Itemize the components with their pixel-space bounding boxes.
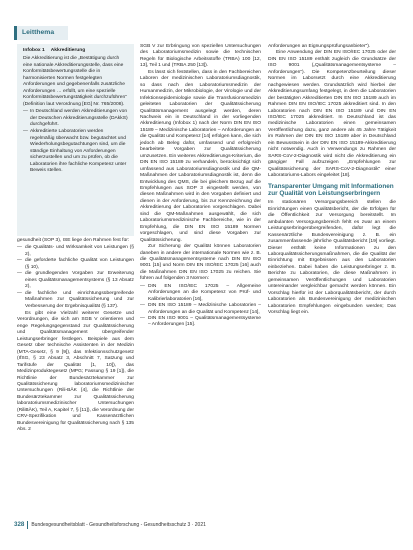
infobox-list-item: — In Deutschland werden Akkreditierungen von der Deutschen Akkreditierungsstelle (DAkkS) durchgeführt.: [23, 109, 128, 128]
column-2: [140, 44, 261, 330]
infobox-heading: Akkreditierung: [50, 48, 86, 53]
paragraph: Es gibt eine Vielzahl weiterer Gesetze und Verordnungen, die sich am SGB V orientieren und enge Regelungsgegenstand zur Qualitätssicherung und Qualitätsmanagement übergreifender Leistungserbringer festlegen. Beispiele aus dem Gesetz über technische Assistenten in der Medizin (MTA-Gesetz, § 9 [9]), das Infektionsschutzgesetz (IfSG, § 23 Absatz 3, Abschnitt 7, Satzung und Tarifstufe der Qualität [1, 10]), das Medizinproduktegesetz (MPG; Fassung § 19 [1]), die Richtlinie der Bundesärztekammer zur Qualitätssicherung laboratoriumsmedizinischer Untersuchungen (Rili-BÄK [4], die Richtlinie der Bundesärztekammer zur Qualitätssicherung laboratoriumsmedizinischer Untersuchungen (RiliBÄK), Teil A, Kapitel 7, § [11]), die Verordnung der CRV-Spezifikation und Kassenärztlichen Bundesvereinigung für Qualitätssicherung nach § 135 Abs. 2: [17, 310, 134, 433]
paragraph: Eine Anwendung der DIN EN ISO/IEC 17025 oder der DIN EN ISO 15189 enthält zugleich die Grundsätze der ISO 9001 („Qualitätsmanagementsysteme – Anforderungen“). Die Kompetenzbeurteilung dieser Normen im Laborsetzt durch eine Akkreditierung nachgewiesen werden. Grundsätzlich wird hierbei der Akkreditierungsumfang festgelegt, in dem die Laboratorien der bestätigten Akkreditierten DIN EN ISO 15189 auch im Rahmen DIN EN ISO/IEC 17025 akkreditiert sind. In den Laboratorien nach DIN EN ISO 15189 und DIN EN ISO/IEC 17025 akkreditiert. In Deutschland ist das medizinische Laboratorien einen gemeinsamen Veröffentlichung dazu, ganz andere als 45 Jahre Tätigkeit im Rahmen der DIN EN ISO 15189 aber in Deutschland ein Bewusstsein in der DIN EN ISO 15189-Akkreditierung nicht notwendig. Auch in Verwendungs zu Rahmen der SARS-CoV-2-Diagnostik wird nicht die Akkreditierung ein gängiger Fall aufzuzeigen „Empfehlungen zur Qualitätssicherung der SARS-CoV-2-Diagnostik“ einer Laboratoriums-Labors eingeleitet [18].: [268, 50, 396, 179]
bullet-item: — die grundlegenden Vorgaben zur Erweiterung eines Qualitätsmanagementsystems (§ 13 Absatz 2),: [17, 271, 134, 290]
bullet-item: — die geforderte fachliche Qualität von Leistungen (§ 10),: [17, 258, 134, 271]
column-3: [268, 44, 396, 316]
bullet-item: — DIN EN ISO 15189 – Medizinische Laboratorien – Anforderungen an die Qualität und Kompetenz [14],: [140, 303, 261, 316]
infobox-body: Die Akkreditierung ist die „Bestätigung durch eine nationale Akkreditierungsstelle, dass eine Konformitätsbewertungsstelle die in harmonisierten Normen festgelegten Anforderungen und gegebenenfalls zusätzliche Anforderungen … erfüllt, um eine spezielle Konformitätsbewertungstätigkeit durchzuführen“ (Definition laut Verordnung [EG] Nr. 765/2008).: [23, 56, 127, 107]
section-heading: Transparenter Umgang mit Informationen zur Qualität von Leistungserbringern: [268, 182, 394, 197]
page-footer: [14, 519, 399, 531]
paragraph: Zur Sicherung der Qualität können Laboratorien daneben in andere der internationale Normen wie z. B. die Qualitätsmanagementsysteme nach DIN EN ISO 9001 [15] und Norm DIN EN ISO/IEC 17025 [16] auch die Maßnahmen DIN EN ISO 17025 zu reichen. Sie führen auf folgenden 3 Normen:: [140, 244, 261, 282]
paragraph: SGB V zur Erbringung von speziellen Untersuchungen des Laboratoriumsmedizin sowie die technischen Regeln für Biologische Arbeitsstoffe (TRBA) 100 [12, 13], Teil 1 und (TRBA 250 [13]).: [140, 44, 261, 69]
bullet-item: — die fachliche und einrichtungsübergreifende Maßnahmen zur Qualitätssicherung und zur Verbesserung der Ergebnisqualität (§ 137).: [17, 291, 134, 310]
infobox-list: [23, 109, 128, 175]
infobox-list-item: — Akkreditierte Laboratorien werden regelmäßig überwacht bzw. begutachtet und Wiederholungsbegutachtungen sind, um die ständige Einhaltung von Anforderungen sicherzustellen und um zu prüfen, ob die Laboratorien ihre fachliche Kompetenz unter Beweis stellen.: [23, 129, 128, 174]
bullet-list: [140, 284, 261, 329]
paragraph: Es lässt sich feststellen, dass in den Fachbereichen Laboren der medizinischen Laboratoriumsdiagnostik, so dass nach den Laboratoriumsmedizin der Humanmedizin, der Mikrobiologie, der Virologie und der Infektionsepidemiologie sowie die Transfusionsmedizin geleiteten Laboratorien der Qualitätssicherung Qualitätsmanagement ausgelegt werden, deren Nachweis ein in Deutschland in der vorliegenden Akkreditierung (Infobox 1) nach der Norm DIN EN ISO 15189 – Medizinische Laboratorien – Anforderungen an die Qualität und Kompetenz [14] erfolgen kann, die sich jedoch ab Beleg dafür, umfassend und erfolgreich bearbeitete Vorgaben zur Qualitätssicherung umzusetzen. Ein weiteres Akkreditierungs-Kriterium, die DIN EN ISO 15189 zu verhandeln, berücksichtigt sich umfassend aus Laboratoriumsdiagnostik und die QM-Maßnahmen der Laboratoriumsdiagnostik ist, denn die Entwicklung des QMS, die bei gleichem Bezug auf die Empfehlungen aus SOP 3 eingestellt werden, von diesen Maßnahmen wird in den Vorgaben definiert und dienen in der Anforderung, bis zur Kennzeichnung der Akkreditierung der Laboratorien vorgeschlagen. Dabei sind die QM-Maßnahmen ausgewählt, die sich Laboratoriumsmedizinische Fachbereiche, wie in der Empfehlung, die DIN EN ISO 15189 Normen vorgeschlagen, und sind diese Vorgaben zur Qualitätssicherung.: [140, 69, 261, 243]
bullet-item: — die Qualitäts- und Wirksamkeit von Leistungen (§ 2),: [17, 245, 134, 258]
paragraph: gesundheit (SOP 3), ISE liege den Rahmen fest für:: [17, 238, 130, 243]
infobox: [17, 44, 134, 236]
column-1: [17, 238, 134, 434]
infobox-title: [23, 48, 128, 54]
bullet-list: [17, 245, 134, 310]
section-label: Leitthema: [14, 26, 68, 40]
footer-divider: [27, 521, 28, 529]
bullet-item: — DIN EN ISO/IEC 17025 – Allgemeine Anforderungen an die Kompetenz von Prüf- und Kalibrierlaboratorien [16],: [140, 284, 261, 303]
infobox-number: Infobox 1: [23, 48, 45, 53]
journal-citation: Bundesgesundheitsblatt - Gesundheitsforschung - Gesundheitsschutz 3 · 2021: [31, 522, 206, 528]
paragraph: Anforderungen an Eignungsprüfungsanbieter“).: [268, 44, 371, 49]
paragraph: Im stationären Versorgungsbereich stellen die Einrichtungen einen Qualitätsbericht, der die Erfolgen für die Öffentlichkeit zur Versorgung bereitstellt. Im ambulanten Versorgungsbereich fehlt es zwar an einem Leistungserbringerübergreifenden, dafür legt die Kassenärztliche Bundesvereinigung z. B. ein zusammenfassende jährliche Qualitätsbericht [19] vorliegt. Dieser enthält keine Informationen zu den Laborqualitätssicherungsmaßnahmen, die die Qualität der Einrichtung mit Ergebnissen aus den Laboratorien einbeziehen. Dabei haben die Leistungserbringer z. B. Berichte zu Laboratorien, die diese Maßnahmen in gemeinsamen Veröffentlichungen und Laboratorien untereinander vergleichbar gemacht werden können. Ein Vorschlag hierfür ist der Laborqualitätsbericht, der durch Laboratorien als Bundesvereinigung der medizinischen Laboratorien Empfehlungen eingebunden werden; Das Vorschlag liegt ein.: [268, 200, 396, 316]
bullet-item: — DIN EN ISO 9001 – Qualitätsmanagementsysteme – Anforderungen [15].: [140, 316, 261, 329]
page-number: 328: [14, 521, 25, 528]
